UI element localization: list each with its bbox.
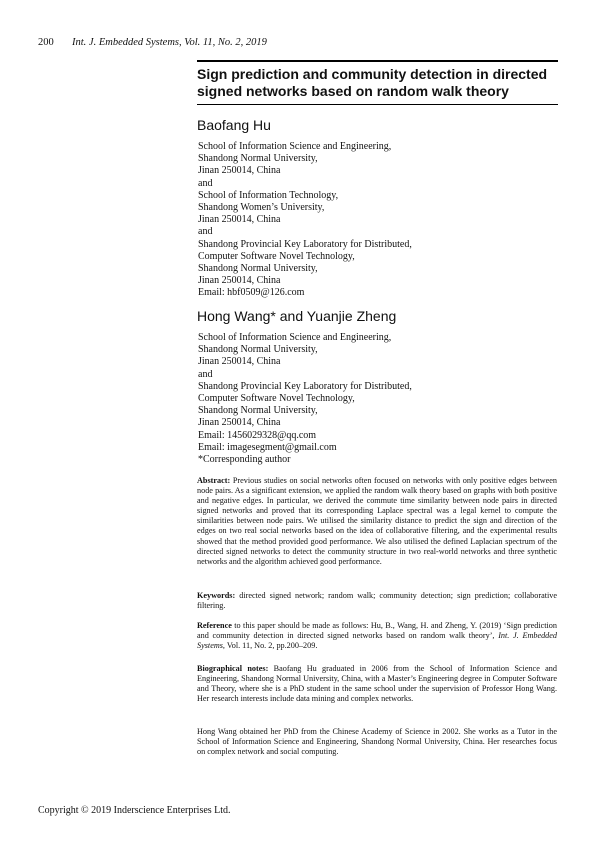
author-2-affiliations [198, 332, 558, 466]
author-email: Email: 1456029328@qq.com [198, 429, 317, 441]
affiliation-line: School of Information Science and Engineering, [198, 141, 392, 152]
affiliation-line: School of Information Technology, [198, 189, 339, 201]
biographical-notes [197, 664, 557, 704]
page-number: 200 [38, 37, 54, 48]
reference-text: to this paper should be made as follows: Hu, B., Wang, H. and Zheng, Y. (2019) ‘Sign prediction and community detection in directed signed networks based on random walk theory’, [197, 621, 557, 641]
affiliation-line: Shandong Normal University, [198, 344, 318, 356]
paper-title [197, 66, 558, 100]
reference-journal: Int. J. Embedded Systems [197, 631, 557, 651]
journal-citation: Int. J. Embedded Systems, Vol. 11, No. 2, 2019 [72, 37, 267, 48]
keywords-text: directed signed network; random walk; community detection; sign prediction; collaborative filtering. [197, 591, 557, 611]
author-name-2: Hong Wang* and Yuanjie Zheng [197, 308, 397, 324]
keywords-label: Keywords: [197, 591, 236, 600]
paper-title-line-2: signed networks based on random walk theory [197, 83, 509, 99]
reference [197, 621, 557, 651]
affiliation-line: Jinan 250014, China [198, 165, 281, 177]
running-header [38, 37, 558, 48]
affiliation-line: Shandong Normal University, [198, 153, 318, 165]
paper-title-line-1: Sign prediction and community detection in directed [197, 66, 548, 82]
affiliation-line: Computer Software Novel Technology, [198, 250, 355, 262]
reference-label: Reference [197, 621, 232, 630]
abstract [197, 476, 557, 567]
biographical-notes-2 [197, 727, 557, 757]
bio-label: Biographical notes: [197, 664, 269, 673]
affiliation-line: Shandong Women’s University, [198, 202, 325, 214]
abstract-label: Abstract: [197, 476, 231, 485]
affiliation-line: Jinan 250014, China [198, 275, 281, 287]
affiliation-line: Jinan 250014, China [198, 417, 281, 429]
author-name-1: Baofang Hu [197, 117, 271, 133]
author-1-affiliations [198, 141, 558, 300]
keywords [197, 591, 557, 611]
affiliation-line: and [198, 226, 213, 238]
affiliation-line: Shandong Normal University, [198, 405, 318, 417]
affiliation-line: and [198, 177, 213, 189]
corresponding-author-note: *Corresponding author [198, 454, 291, 466]
affiliation-line: Shandong Normal University, [198, 263, 318, 275]
reference-volume: , Vol. 11, No. 2, pp.200–209. [222, 641, 318, 651]
affiliation-line: Shandong Provincial Key Laboratory for Distributed, [198, 380, 412, 392]
affiliation-line: Computer Software Novel Technology, [198, 393, 355, 405]
affiliation-line: Jinan 250014, China [198, 214, 281, 226]
bio-text-1: Baofang Hu graduated in 2006 from the School of Information Science and Engineering, Shandong Normal University, China, with a Master’s Engineering degree in Computer Software and Theory, where she is a PhD student in the same school under the supervision of Professor Hong Wang. Her research interests include data mining and complex networks. [197, 664, 557, 704]
copyright-notice: Copyright © 2019 Inderscience Enterprises Ltd. [38, 805, 231, 816]
abstract-text: Previous studies on social networks often focused on networks with only positive edges between node pairs. As a significant extension, we applied the random walk theory based on graphs with both positive and negative edges. In particular, we derived the commute time similarity between node pairs in directed signed networks and proved that its corresponding Laplace spectral was a legal kernel to compute the similarities between node pairs. We utilised the similarity distance to predict the sign and direction of the edges on two real social networks based on the idea of collaborative filtering, and the experimental results showed that the method provided good performance. We also utilised the defined Laplacian spectrum of the directed signed networks to detect the community structure in two real-world networks and three synthetic networks and the algorithm achieved good performance. [197, 476, 557, 566]
affiliation-line: Shandong Provincial Key Laboratory for Distributed, [198, 238, 412, 250]
author-email: Email: hbf0509@126.com [198, 287, 305, 299]
title-top-rule [197, 60, 558, 62]
bio-text-2: Hong Wang obtained her PhD from the Chinese Academy of Science in 2002. She works as a Tutor in the School of Information Science and Engineering, Shandong Normal University, China. Her researches focus on complex network and social computing. [197, 727, 557, 757]
affiliation-line: School of Information Science and Engineering, [198, 332, 392, 343]
affiliation-line: and [198, 368, 213, 380]
affiliation-line: Jinan 250014, China [198, 356, 281, 368]
author-email: Email: imagesegment@gmail.com [198, 441, 337, 453]
title-bottom-rule [197, 104, 558, 105]
